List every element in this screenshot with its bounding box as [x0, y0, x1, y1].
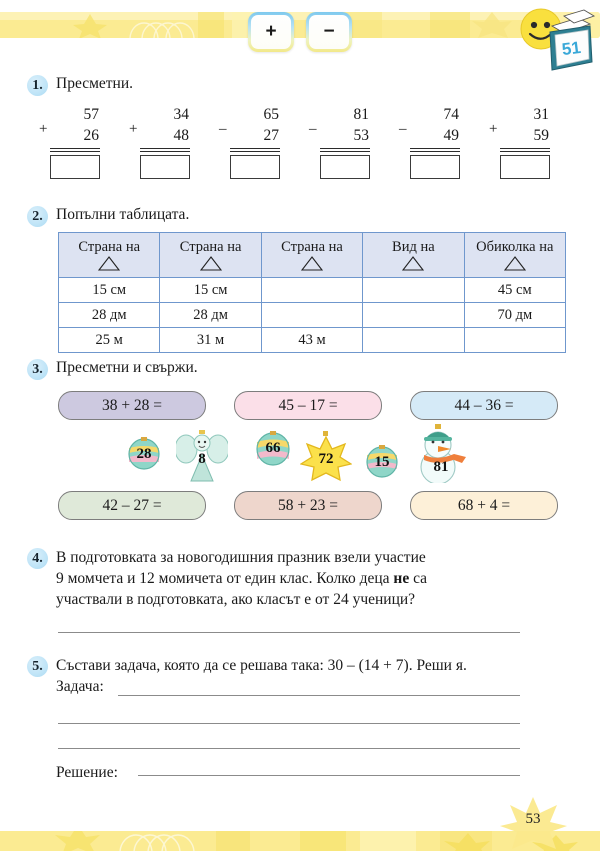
column-sum-answer-box[interactable]: [50, 155, 100, 179]
minus-button[interactable]: −: [306, 12, 352, 52]
exercise-2-title: Попълни таблицата.: [56, 206, 190, 223]
column-sum-rule: [410, 148, 460, 152]
smiley-book-mascot: [514, 2, 598, 76]
plus-button[interactable]: +: [248, 12, 294, 52]
angel-ornament-8[interactable]: [176, 425, 228, 483]
table-cell[interactable]: [363, 303, 464, 328]
expression-pill[interactable]: 68 + 4 =: [410, 491, 558, 520]
exercise-5: [0, 655, 600, 697]
exercise-5-text: [56, 655, 467, 697]
column-sum-answer-box[interactable]: [140, 155, 190, 179]
table-cell[interactable]: 28 дм: [160, 303, 261, 328]
ball-ornament-15[interactable]: [364, 443, 400, 479]
column-sum-bottom: 49: [443, 127, 459, 144]
column-sum-answer-box[interactable]: [410, 155, 460, 179]
table-cell[interactable]: [261, 303, 362, 328]
column-sum-top: 81: [353, 106, 369, 123]
ornament-row: [58, 425, 558, 487]
expression-pill[interactable]: 38 + 28 =: [58, 391, 206, 420]
column-sum-top: 34: [173, 106, 189, 123]
exercise-1-header: [0, 74, 600, 96]
exercise-4: [0, 547, 600, 610]
expression-pill[interactable]: 58 + 23 =: [234, 491, 382, 520]
column-sum: [486, 104, 561, 179]
table-header-label: Страна на: [78, 239, 141, 255]
table-cell[interactable]: [464, 328, 565, 353]
triangle-icon: [98, 256, 120, 271]
expression-pill[interactable]: 45 – 17 =: [234, 391, 382, 420]
ornament-value: 28: [136, 446, 152, 462]
column-sum-operator: –: [399, 121, 407, 137]
table-header-cell: [160, 233, 261, 278]
expression-pill-row-bottom: [58, 491, 558, 520]
table-row: [59, 278, 566, 303]
table-row: [59, 303, 566, 328]
exercise-3: [0, 358, 600, 380]
column-sum: [306, 104, 381, 179]
expression-pill[interactable]: 42 – 27 =: [58, 491, 206, 520]
column-sum: [36, 104, 111, 179]
exercise-5-solution-label: Решение:: [56, 764, 118, 781]
table-header-cell: [59, 233, 160, 278]
column-sum-rule: [230, 148, 280, 152]
column-sum-rule: [500, 148, 550, 152]
column-sum: [396, 104, 471, 179]
table-cell[interactable]: 15 см: [160, 278, 261, 303]
exercise-1: [0, 74, 600, 96]
exercise-4-line-3: участвали в подготовката, ако класът е от 24 ученици?: [56, 591, 416, 608]
triangle-icon: [402, 256, 424, 271]
table-row: [59, 328, 566, 353]
ball-ornament-66[interactable]: [254, 429, 292, 467]
page-number: 53: [525, 811, 541, 827]
mascot-page-badge: 51: [560, 37, 582, 60]
exercise-5-title: Състави задача, която да се решава така: 30 – (14 + 7). Реши я.: [56, 657, 467, 674]
triangle-table: [58, 232, 566, 353]
column-sum-rule: [140, 148, 190, 152]
column-sum-bottom: 59: [533, 127, 549, 144]
table-cell[interactable]: [363, 328, 464, 353]
star-ornament-72[interactable]: [300, 431, 352, 483]
table-cell[interactable]: 45 см: [464, 278, 565, 303]
exercise-4-text: [56, 547, 427, 610]
column-sum: [126, 104, 201, 179]
exercise-3-title: Пресметни и свържи.: [56, 359, 198, 376]
column-sum-top: 31: [533, 106, 549, 123]
exercise-5-header: [0, 655, 600, 697]
table-cell[interactable]: [261, 278, 362, 303]
table-header-label: Вид на: [392, 239, 435, 255]
column-sum: [216, 104, 291, 179]
table-cell[interactable]: 43 м: [261, 328, 362, 353]
answer-line-task-1[interactable]: [118, 695, 520, 696]
exercise-4-header: [0, 547, 600, 610]
table-header-cell: [363, 233, 464, 278]
exercise-4-emphasis: не: [393, 570, 410, 587]
table-cell[interactable]: 70 дм: [464, 303, 565, 328]
ornament-value: 66: [265, 440, 281, 456]
exercise-4-line-1: В подготовката за новогодишния празник взели участие: [56, 549, 426, 566]
expression-pill[interactable]: 44 – 36 =: [410, 391, 558, 420]
column-sum-answer-box[interactable]: [320, 155, 370, 179]
column-sum-bottom: 48: [173, 127, 189, 144]
column-sum-bottom: 27: [263, 127, 279, 144]
ornament-value: 8: [198, 451, 206, 467]
exercise-4-line-2b: са: [409, 570, 428, 587]
table-header-label: Страна на: [281, 239, 343, 255]
exercise-1-title: Пресметни.: [56, 75, 134, 92]
table-cell[interactable]: 25 м: [59, 328, 160, 353]
table-cell[interactable]: 15 см: [59, 278, 160, 303]
column-sum-bottom: 53: [353, 127, 369, 144]
answer-line-task-2[interactable]: [58, 723, 520, 724]
exercise-2-number: 2.: [27, 206, 48, 227]
column-sum-bottom: 26: [83, 127, 99, 144]
answer-line-solution[interactable]: [138, 775, 520, 776]
triangle-table-wrapper: [58, 232, 566, 353]
column-sum-rule: [320, 148, 370, 152]
column-sum-rule: [50, 148, 100, 152]
column-sum-top: 57: [83, 106, 99, 123]
column-sum-operator: –: [219, 121, 227, 137]
column-sum-operator: +: [39, 121, 48, 137]
column-sum-operator: –: [309, 121, 317, 137]
exercise-5-solution: [0, 762, 600, 783]
table-cell[interactable]: 28 дм: [59, 303, 160, 328]
ornament-value: 72: [318, 451, 334, 467]
table-cell[interactable]: [363, 278, 464, 303]
table-header-label: Страна на: [179, 239, 242, 255]
exercise-2: [0, 205, 600, 227]
table-header-row: [59, 233, 566, 278]
answer-line-ex4[interactable]: [58, 632, 520, 633]
operation-button-group: [0, 12, 600, 52]
exercise-2-header: [0, 205, 600, 227]
column-sum-answer-box[interactable]: [500, 155, 550, 179]
column-sum-operator: +: [489, 121, 498, 137]
table-header-cell: [464, 233, 565, 278]
column-sum-operator: +: [129, 121, 138, 137]
ball-ornament-28[interactable]: [126, 435, 162, 471]
exercise-3-number: 3.: [27, 359, 48, 380]
exercise-4-line-2: [56, 568, 427, 589]
exercise-4-line-2a: 9 момчета и 12 момичета от един клас. Колко деца: [56, 570, 394, 587]
exercise-5-solution-header: [0, 762, 600, 783]
expression-pill-row-top: [58, 391, 558, 420]
table-cell[interactable]: 31 м: [160, 328, 261, 353]
ornament-value: 15: [374, 454, 390, 470]
column-sums-group: [36, 104, 576, 179]
column-sum-answer-box[interactable]: [230, 155, 280, 179]
column-sum-top: 65: [263, 106, 279, 123]
exercise-5-number: 5.: [27, 656, 48, 677]
triangle-icon: [504, 256, 526, 271]
exercise-5-task-label: Задача:: [56, 678, 104, 695]
table-header-label: Обиколка на: [476, 239, 554, 255]
page-number-badge: [498, 795, 568, 851]
exercise-1-number: 1.: [27, 75, 48, 96]
triangle-icon: [200, 256, 222, 271]
answer-line-task-3[interactable]: [58, 748, 520, 749]
exercise-3-header: [0, 358, 600, 380]
triangle-icon: [301, 256, 323, 271]
exercise-4-number: 4.: [27, 548, 48, 569]
table-header-cell: [261, 233, 362, 278]
ornament-value: 81: [433, 459, 449, 475]
snowman-ornament-81[interactable]: [410, 423, 472, 483]
column-sum-top: 74: [443, 106, 459, 123]
